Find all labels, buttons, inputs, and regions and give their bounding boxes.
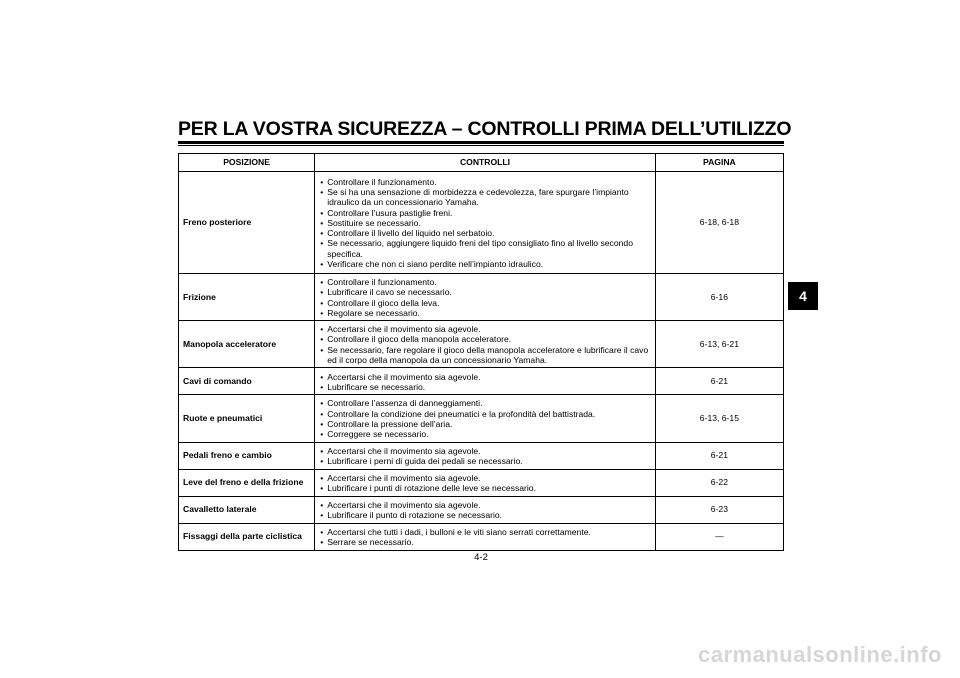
table-header-row	[179, 154, 784, 172]
control-item	[320, 187, 651, 208]
row-page-ref: 6-23	[655, 496, 783, 523]
row-page-ref: 6-22	[655, 469, 783, 496]
row-controls	[315, 523, 656, 550]
row-controls	[315, 496, 656, 523]
control-text: Controllare la condizione dei pneumatici e la profondità del battistrada.	[327, 408, 596, 419]
controls-list	[320, 446, 651, 467]
controls-list	[320, 398, 651, 439]
table-row	[179, 496, 784, 523]
control-item	[320, 398, 651, 408]
row-page-ref: 6-21	[655, 368, 783, 395]
control-text: Serrare se necessario.	[327, 537, 414, 548]
bullet-icon: •	[320, 287, 324, 298]
control-text: Accertarsi che il movimento sia agevole.	[327, 472, 481, 483]
row-position: Cavalletto laterale	[179, 496, 315, 523]
control-item	[320, 238, 651, 259]
row-controls	[315, 395, 656, 442]
bullet-icon: •	[320, 259, 324, 270]
table-row	[179, 274, 784, 321]
table-row	[179, 321, 784, 368]
bullet-icon: •	[320, 228, 324, 239]
bullet-icon: •	[320, 537, 324, 548]
control-text: Accertarsi che il movimento sia agevole.	[327, 371, 481, 382]
bullet-icon: •	[320, 277, 324, 287]
bullet-icon: •	[320, 408, 324, 419]
control-item	[320, 537, 651, 547]
bullet-icon: •	[320, 176, 324, 187]
control-item	[320, 334, 651, 344]
controls-list	[320, 473, 651, 494]
control-text: Lubrificare il punto di rotazione se necessario.	[327, 510, 503, 521]
control-text: Accertarsi che il movimento sia agevole.	[327, 445, 481, 456]
row-controls	[315, 442, 656, 469]
row-controls	[315, 368, 656, 395]
control-item	[320, 372, 651, 382]
controls-list	[320, 177, 651, 270]
bullet-icon: •	[320, 186, 324, 197]
controls-list	[320, 277, 651, 318]
control-text: Controllare la pressione dell’aria.	[327, 418, 453, 429]
control-item	[320, 298, 651, 308]
control-item	[320, 456, 651, 466]
section-tab: 4	[788, 282, 818, 310]
row-position: Manopola acceleratore	[179, 321, 315, 368]
row-page-ref: 6-13, 6-21	[655, 321, 783, 368]
row-position: Cavi di comando	[179, 368, 315, 395]
control-text: Controllare il funzionamento.	[327, 277, 437, 287]
bullet-icon: •	[320, 526, 324, 537]
control-item	[320, 429, 651, 439]
bullet-icon: •	[320, 217, 324, 228]
row-page-ref: 6-13, 6-15	[655, 395, 783, 442]
row-position: Ruote e pneumatici	[179, 395, 315, 442]
bullet-icon: •	[320, 381, 324, 392]
bullet-icon: •	[320, 334, 324, 345]
table-row	[179, 172, 784, 274]
column-header-page: PAGINA	[655, 154, 783, 172]
row-page-ref: 6-18, 6-18	[655, 172, 783, 274]
control-item	[320, 382, 651, 392]
table-row	[179, 395, 784, 442]
control-item	[320, 473, 651, 483]
control-text: Controllare il funzionamento.	[327, 176, 437, 187]
control-item	[320, 208, 651, 218]
row-position: Leve del freno e della frizione	[179, 469, 315, 496]
row-controls	[315, 469, 656, 496]
bullet-icon: •	[320, 510, 324, 521]
row-controls	[315, 321, 656, 368]
control-item	[320, 345, 651, 366]
table-row	[179, 368, 784, 395]
bullet-icon: •	[320, 324, 324, 335]
control-text: Lubrificare i punti di rotazione delle leve se necessario.	[327, 483, 536, 494]
controls-list	[320, 372, 651, 393]
control-text: Lubrificare se necessario.	[327, 381, 426, 392]
control-text: Controllare l’usura pastiglie freni.	[327, 207, 453, 218]
bullet-icon: •	[320, 429, 324, 440]
control-item	[320, 483, 651, 493]
page-title: PER LA VOSTRA SICUREZZA – CONTROLLI PRIMA DELL’UTILIZZO	[178, 118, 792, 140]
bullet-icon: •	[320, 445, 324, 456]
control-text: Se si ha una sensazione di morbidezza e cedevolezza, fare spurgare l’impianto idraulico da un concessionario Yamaha.	[327, 186, 629, 208]
control-item	[320, 527, 651, 537]
bullet-icon: •	[320, 483, 324, 494]
bullet-icon: •	[320, 297, 324, 308]
control-item	[320, 259, 651, 269]
control-text: Controllare l’assenza di danneggiamenti.	[327, 398, 483, 409]
control-item	[320, 218, 651, 228]
bullet-icon: •	[320, 238, 324, 249]
watermark: carmanualsonline.info	[698, 642, 942, 667]
pre-operation-checks-table	[178, 153, 784, 551]
bullet-icon: •	[320, 418, 324, 429]
row-controls	[315, 172, 656, 274]
bullet-icon: •	[320, 456, 324, 467]
control-item	[320, 228, 651, 238]
control-text: Verificare che non ci siano perdite nell’impianto idraulico.	[327, 259, 544, 270]
page-number: 4-2	[474, 552, 488, 563]
control-text: Correggere se necessario.	[327, 429, 429, 440]
row-position: Freno posteriore	[179, 172, 315, 274]
control-text: Controllare il livello del liquido nel serbatoio.	[327, 228, 495, 239]
control-text: Accertarsi che tutti i dadi, i bulloni e le viti siano serrati correttamente.	[327, 526, 591, 537]
table-row	[179, 523, 784, 550]
control-item	[320, 177, 651, 187]
control-item	[320, 409, 651, 419]
control-item	[320, 277, 651, 287]
control-item	[320, 419, 651, 429]
bullet-icon: •	[320, 307, 324, 318]
column-header-controls: CONTROLLI	[315, 154, 656, 172]
row-page-ref: 6-16	[655, 274, 783, 321]
control-text: Controllare il gioco della manopola acceleratore.	[327, 334, 512, 345]
bullet-icon: •	[320, 499, 324, 510]
bullet-icon: •	[320, 472, 324, 483]
control-item	[320, 500, 651, 510]
control-text: Controllare il gioco della leva.	[327, 297, 440, 308]
control-text: Lubrificare il cavo se necessario.	[327, 287, 452, 298]
row-position: Pedali freno e cambio	[179, 442, 315, 469]
control-text: Sostituire se necessario.	[327, 217, 421, 228]
row-page-ref: —	[655, 523, 783, 550]
control-item	[320, 308, 651, 318]
bullet-icon: •	[320, 371, 324, 382]
row-controls	[315, 274, 656, 321]
table-row	[179, 442, 784, 469]
control-text: Accertarsi che il movimento sia agevole.	[327, 499, 481, 510]
table-row	[179, 469, 784, 496]
control-item	[320, 287, 651, 297]
title-underline-thin	[178, 145, 784, 146]
bullet-icon: •	[320, 207, 324, 218]
bullet-icon: •	[320, 344, 324, 355]
controls-list	[320, 527, 651, 548]
control-text: Regolare se necessario.	[327, 307, 420, 318]
row-page-ref: 6-21	[655, 442, 783, 469]
control-text: Se necessario, fare regolare il gioco della manopola acceleratore e lubrificare il cavo ed il corpo della manopola da un concessionario Yamaha.	[327, 344, 649, 366]
control-item	[320, 510, 651, 520]
table-body	[179, 172, 784, 551]
control-item	[320, 324, 651, 334]
control-text: Accertarsi che il movimento sia agevole.	[327, 324, 481, 335]
bullet-icon: •	[320, 398, 324, 409]
control-item	[320, 446, 651, 456]
row-position: Fissaggi della parte ciclistica	[179, 523, 315, 550]
control-text: Se necessario, aggiungere liquido freni del tipo consigliato fino al livello secondo specifica.	[327, 238, 633, 259]
control-text: Lubrificare i perni di guida dei pedali se necessario.	[327, 456, 523, 467]
controls-list	[320, 324, 651, 365]
column-header-position: POSIZIONE	[179, 154, 315, 172]
controls-list	[320, 500, 651, 521]
title-underline-thick	[178, 141, 784, 144]
row-position: Frizione	[179, 274, 315, 321]
